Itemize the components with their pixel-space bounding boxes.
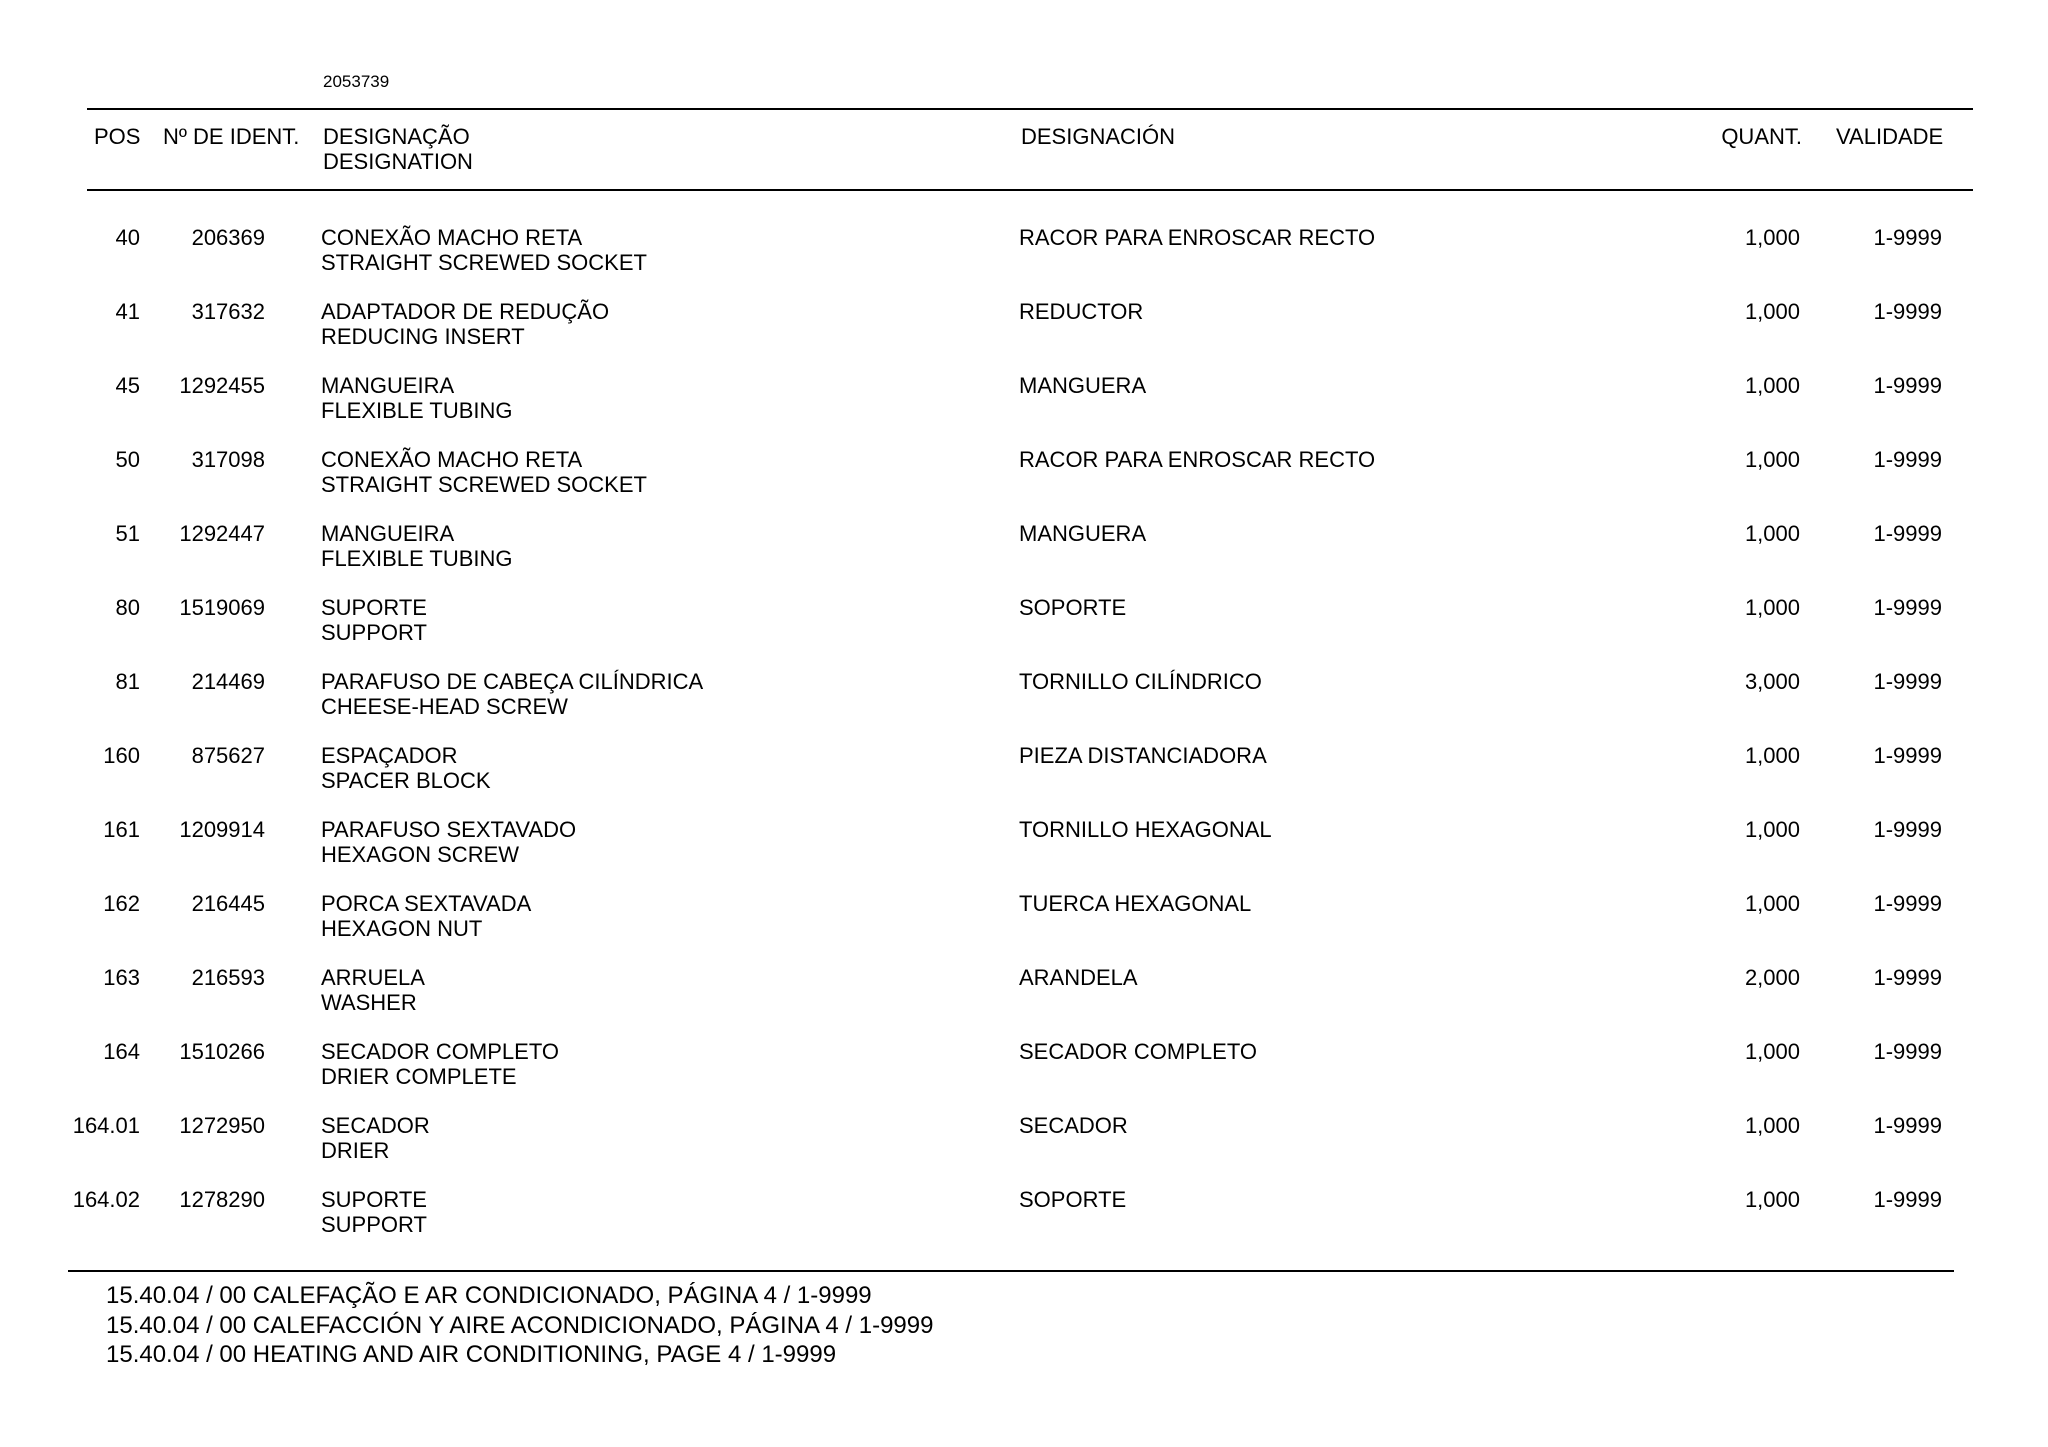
table-row xyxy=(0,817,2048,877)
row-validity: 1-9999 xyxy=(1873,595,1942,620)
table-row xyxy=(0,225,2048,285)
row-designation-es: MANGUERA xyxy=(1019,373,1147,398)
row-quantity: 1,000 xyxy=(1744,743,1800,768)
row-quantity: 1,000 xyxy=(1744,373,1800,398)
row-quantity: 1,000 xyxy=(1744,521,1800,546)
row-pos: 80 xyxy=(115,595,140,620)
row-ident: 206369 xyxy=(191,225,265,250)
row-designation xyxy=(321,447,647,497)
row-designation-es: TUERCA HEXAGONAL xyxy=(1019,891,1252,916)
row-designation-pt: PARAFUSO DE CABEÇA CILÍNDRICA xyxy=(321,669,704,694)
row-pos: 40 xyxy=(115,225,140,250)
row-quantity: 3,000 xyxy=(1744,669,1800,694)
row-ident: 317632 xyxy=(191,299,265,324)
row-quantity: 1,000 xyxy=(1744,817,1800,842)
row-designation xyxy=(321,373,513,423)
row-ident: 1278290 xyxy=(179,1187,265,1212)
row-designation-es: SECADOR COMPLETO xyxy=(1019,1039,1257,1064)
table-row xyxy=(0,1187,2048,1247)
row-designation-en: REDUCING INSERT xyxy=(321,324,525,349)
row-designation-pt: ESPAÇADOR xyxy=(321,743,458,768)
row-pos: 160 xyxy=(103,743,140,768)
row-designation-pt: SECADOR COMPLETO xyxy=(321,1039,559,1064)
row-designation xyxy=(321,743,491,793)
row-designation-pt: PARAFUSO SEXTAVADO xyxy=(321,817,577,842)
header-designation xyxy=(323,124,473,174)
row-designation-en: SUPPORT xyxy=(321,1212,427,1237)
table-row xyxy=(0,373,2048,433)
row-pos: 163 xyxy=(103,965,140,990)
row-validity: 1-9999 xyxy=(1873,965,1942,990)
row-designation-en: DRIER xyxy=(321,1138,390,1163)
row-designation-es: SOPORTE xyxy=(1019,1187,1127,1212)
row-ident: 1272950 xyxy=(179,1113,265,1138)
table-row xyxy=(0,1039,2048,1099)
footer-line-en: 15.40.04 / 00 HEATING AND AIR CONDITIONING, PAGE 4 / 1-9999 xyxy=(106,1341,837,1368)
table-row xyxy=(0,743,2048,803)
row-designation xyxy=(321,1187,427,1237)
row-quantity: 1,000 xyxy=(1744,225,1800,250)
row-validity: 1-9999 xyxy=(1873,521,1942,546)
row-validity: 1-9999 xyxy=(1873,1187,1942,1212)
row-designation-pt: PORCA SEXTAVADA xyxy=(321,891,532,916)
row-designation-es: ARANDELA xyxy=(1019,965,1138,990)
row-designation-en: HEXAGON SCREW xyxy=(321,842,520,867)
page-footer xyxy=(106,1281,933,1370)
row-quantity: 1,000 xyxy=(1744,299,1800,324)
row-ident: 214469 xyxy=(191,669,265,694)
row-designation-en: SPACER BLOCK xyxy=(321,768,491,793)
table-row xyxy=(0,965,2048,1025)
row-designation-pt: ADAPTADOR DE REDUÇÃO xyxy=(321,299,610,324)
row-validity: 1-9999 xyxy=(1873,447,1942,472)
table-row xyxy=(0,1113,2048,1173)
row-pos: 50 xyxy=(115,447,140,472)
row-ident: 1510266 xyxy=(179,1039,265,1064)
row-pos: 81 xyxy=(115,669,140,694)
row-designation-pt: SECADOR xyxy=(321,1113,430,1138)
header-designation-pt: DESIGNAÇÃO xyxy=(323,124,470,149)
row-validity: 1-9999 xyxy=(1873,1039,1942,1064)
row-designation-en: SUPPORT xyxy=(321,620,427,645)
row-designation-es: SOPORTE xyxy=(1019,595,1127,620)
footer-rule xyxy=(68,1270,1954,1272)
row-pos: 164.01 xyxy=(72,1113,140,1138)
row-designation xyxy=(321,669,703,719)
row-designation xyxy=(321,225,647,275)
row-designation-pt: CONEXÃO MACHO RETA xyxy=(321,447,583,472)
row-designation xyxy=(321,817,576,867)
row-designation xyxy=(321,521,513,571)
row-quantity: 1,000 xyxy=(1744,1113,1800,1138)
row-designation xyxy=(321,299,609,349)
row-designation xyxy=(321,595,427,645)
row-designation-en: STRAIGHT SCREWED SOCKET xyxy=(321,472,647,497)
header-validity: VALIDADE xyxy=(1836,124,1944,149)
row-designation-pt: ARRUELA xyxy=(321,965,425,990)
table-row xyxy=(0,447,2048,507)
row-validity: 1-9999 xyxy=(1873,669,1942,694)
table-row xyxy=(0,891,2048,951)
row-designation xyxy=(321,1039,559,1089)
row-quantity: 1,000 xyxy=(1744,447,1800,472)
row-designation-es: TORNILLO HEXAGONAL xyxy=(1019,817,1272,842)
row-designation-en: STRAIGHT SCREWED SOCKET xyxy=(321,250,647,275)
row-designation-pt: MANGUEIRA xyxy=(321,373,455,398)
row-designation-en: FLEXIBLE TUBING xyxy=(321,398,513,423)
row-quantity: 1,000 xyxy=(1744,891,1800,916)
row-designation-en: FLEXIBLE TUBING xyxy=(321,546,513,571)
row-designation-en: DRIER COMPLETE xyxy=(321,1064,517,1089)
row-pos: 41 xyxy=(115,299,140,324)
row-ident: 216593 xyxy=(191,965,265,990)
row-designation-en: HEXAGON NUT xyxy=(321,916,483,941)
footer-line-es: 15.40.04 / 00 CALEFACCIÓN Y AIRE ACONDICIONADO, PÁGINA 4 / 1-9999 xyxy=(106,1311,934,1339)
header-designation-es: DESIGNACIÓN xyxy=(1021,124,1176,149)
row-designation-es: MANGUERA xyxy=(1019,521,1147,546)
row-designation xyxy=(321,1113,430,1163)
table-row xyxy=(0,521,2048,581)
row-ident: 1209914 xyxy=(179,817,265,842)
header-top-rule xyxy=(87,108,1973,110)
row-designation-pt: MANGUEIRA xyxy=(321,521,455,546)
row-ident: 875627 xyxy=(191,743,265,768)
row-pos: 164 xyxy=(103,1039,140,1064)
row-designation xyxy=(321,891,531,941)
row-ident: 1292455 xyxy=(179,373,265,398)
row-validity: 1-9999 xyxy=(1873,891,1942,916)
row-designation-es: PIEZA DISTANCIADORA xyxy=(1019,743,1267,768)
row-validity: 1-9999 xyxy=(1873,225,1942,250)
header-bottom-rule xyxy=(87,189,1973,191)
row-ident: 317098 xyxy=(191,447,265,472)
table-row xyxy=(0,595,2048,655)
row-designation-es: RACOR PARA ENROSCAR RECTO xyxy=(1019,225,1376,250)
row-pos: 161 xyxy=(103,817,140,842)
row-quantity: 1,000 xyxy=(1744,1039,1800,1064)
row-designation-es: REDUCTOR xyxy=(1019,299,1144,324)
row-designation-pt: SUPORTE xyxy=(321,595,427,620)
document-number: 2053739 xyxy=(323,72,390,91)
row-pos: 164.02 xyxy=(72,1187,140,1212)
row-validity: 1-9999 xyxy=(1873,373,1942,398)
row-quantity: 1,000 xyxy=(1744,595,1800,620)
row-quantity: 2,000 xyxy=(1744,965,1800,990)
row-designation-es: RACOR PARA ENROSCAR RECTO xyxy=(1019,447,1376,472)
row-validity: 1-9999 xyxy=(1873,743,1942,768)
row-designation-es: TORNILLO CILÍNDRICO xyxy=(1019,669,1262,694)
row-validity: 1-9999 xyxy=(1873,299,1942,324)
row-quantity: 1,000 xyxy=(1744,1187,1800,1212)
header-designation-en: DESIGNATION xyxy=(323,149,473,174)
row-designation-pt: CONEXÃO MACHO RETA xyxy=(321,225,583,250)
row-ident: 216445 xyxy=(191,891,265,916)
table-row xyxy=(0,299,2048,359)
row-designation-pt: SUPORTE xyxy=(321,1187,427,1212)
row-designation xyxy=(321,965,425,1015)
row-pos: 51 xyxy=(115,521,140,546)
row-designation-en: CHEESE-HEAD SCREW xyxy=(321,694,568,719)
row-ident: 1292447 xyxy=(179,521,265,546)
header-ident: Nº DE IDENT. xyxy=(163,124,300,149)
row-designation-es: SECADOR xyxy=(1019,1113,1128,1138)
footer-line-pt: 15.40.04 / 00 CALEFAÇÃO E AR CONDICIONADO, PÁGINA 4 / 1-9999 xyxy=(106,1282,872,1309)
header-pos: POS xyxy=(94,124,141,149)
row-validity: 1-9999 xyxy=(1873,1113,1942,1138)
row-validity: 1-9999 xyxy=(1873,817,1942,842)
row-designation-en: WASHER xyxy=(321,990,417,1015)
row-ident: 1519069 xyxy=(179,595,265,620)
row-pos: 162 xyxy=(103,891,140,916)
table-row xyxy=(0,669,2048,729)
header-quantity: QUANT. xyxy=(1721,124,1802,149)
row-pos: 45 xyxy=(115,373,140,398)
